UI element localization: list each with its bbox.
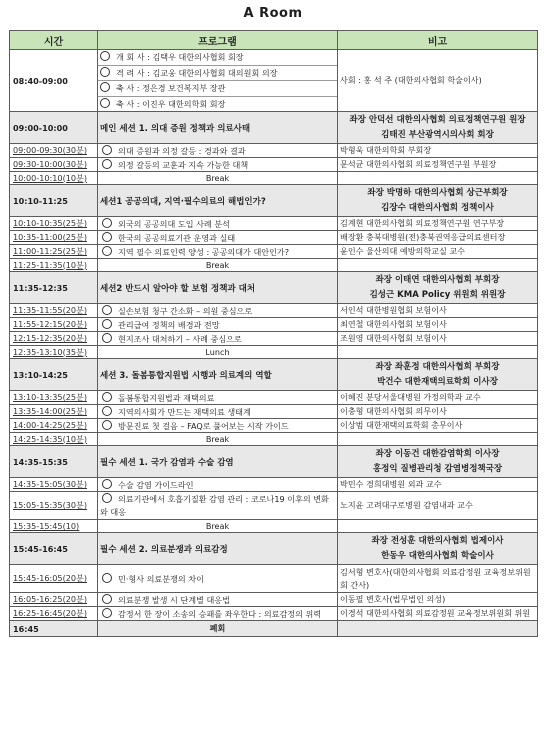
circle-bullet-icon	[100, 82, 110, 92]
session-title: 필수 세션 1. 국가 감염과 수술 감염	[98, 446, 338, 478]
break-time: 15:35-15:45(10)	[10, 520, 98, 533]
talk-time: 10:35-11:00(25분)	[10, 231, 98, 245]
talk-speaker: 박형욱 대한의학회 부회장	[338, 144, 538, 158]
session-title: 세션1 공공의대, 지역·필수의료의 해법인가?	[98, 185, 338, 217]
talk-speaker: 이혜진 분당서울대병원 가정의학과 교수	[338, 391, 538, 405]
talk-row	[10, 593, 538, 607]
talk-time: 15:45-16:05(20분)	[10, 565, 98, 593]
talk-speaker: 노지윤 고려대구로병원 감염내과 교수	[338, 492, 538, 520]
talk-time: 12:15-12:35(20분)	[10, 332, 98, 346]
circle-bullet-icon	[102, 145, 112, 155]
break-label: Break	[98, 433, 338, 446]
talk-row	[10, 332, 538, 346]
talk-speaker: 김서형 변호사(대한의사협회 의료감정원 교육정보위원회 간사)	[338, 565, 538, 593]
session-row	[10, 272, 538, 304]
break-time: 14:25-14:35(10분)	[10, 433, 98, 446]
opening-line: 축 사 : 정은경 보건복지부 장관	[98, 81, 337, 97]
talk-speaker: 조원영 대한의사협회 보험이사	[338, 332, 538, 346]
opening-line: 격 려 사 : 김교웅 대한의사협회 대의원회 의장	[98, 66, 337, 82]
page-title: A Room	[243, 6, 303, 21]
break-note	[338, 346, 538, 359]
talk-row	[10, 144, 538, 158]
session-time: 14:35-15:35	[10, 446, 98, 478]
talk-title: 의정 갈등의 교훈과 지속 가능한 대책	[98, 158, 338, 172]
opening-program	[98, 50, 338, 112]
talk-row	[10, 492, 538, 520]
talk-speaker: 배장환 충북대병원(전)충북권역응급의료센터장	[338, 231, 538, 245]
talk-row	[10, 231, 538, 245]
circle-bullet-icon	[102, 594, 112, 604]
talk-title: 의료기관에서 호흡기질환 감염 관리 : 코로나19 이후의 변화와 대응	[98, 492, 338, 520]
circle-bullet-icon	[102, 479, 112, 489]
session-chairs: 좌장 안덕선 대한의사협회 의료정책연구원 원장 김태진 부산광역시의사회 회장	[338, 112, 538, 144]
session-chairs: 좌장 박명하 대한의사협회 상근부회장 김장수 대한의사협회 정책이사	[338, 185, 538, 217]
talk-speaker: 문석균 대한의사협회 의료정책연구원 부원장	[338, 158, 538, 172]
session-row	[10, 112, 538, 144]
break-time: 10:00-10:10(10분)	[10, 172, 98, 185]
break-label: Break	[98, 172, 338, 185]
opening-time: 08:40-09:00	[10, 50, 98, 112]
talk-time: 09:00-09:30(30분)	[10, 144, 98, 158]
session-chairs: 좌장 이태연 대한의사협회 부회장 김성근 KMA Policy 위원회 위원장	[338, 272, 538, 304]
closing-time: 16:45	[10, 621, 98, 637]
closing-note	[338, 621, 538, 637]
circle-bullet-icon	[102, 159, 112, 169]
circle-bullet-icon	[102, 493, 112, 503]
circle-bullet-icon	[102, 420, 112, 430]
talk-speaker: 이경석 대한의사협회 의료감정원 교육정보위원회 위원	[338, 607, 538, 621]
break-note	[338, 172, 538, 185]
talk-title: 현지조사 대처하기 – 사례 중심으로	[98, 332, 338, 346]
header-time: 시간	[10, 31, 98, 50]
talk-speaker: 이상범 대한재택의료학회 총무이사	[338, 419, 538, 433]
break-time: 11:25-11:35(10분)	[10, 259, 98, 272]
talk-title: 의대 증원과 의정 갈등 : 경과와 결과	[98, 144, 338, 158]
session-row	[10, 533, 538, 565]
break-note	[338, 259, 538, 272]
session-chairs: 좌장 전성훈 대한의사협회 법제이사 한동우 대한의사협회 학술이사	[338, 533, 538, 565]
opening-row	[10, 50, 538, 112]
talk-time: 13:10-13:35(25분)	[10, 391, 98, 405]
talk-row	[10, 419, 538, 433]
session-time: 13:10-14:25	[10, 359, 98, 391]
talk-title: 수술 감염 가이드라인	[98, 478, 338, 492]
session-time: 09:00-10:00	[10, 112, 98, 144]
circle-bullet-icon	[102, 406, 112, 416]
talk-time: 14:00-14:25(25분)	[10, 419, 98, 433]
circle-bullet-icon	[102, 608, 112, 618]
talk-row	[10, 318, 538, 332]
session-time: 11:35-12:35	[10, 272, 98, 304]
break-note	[338, 433, 538, 446]
talk-row	[10, 405, 538, 419]
session-chairs: 좌장 이동건 대한감염학회 이사장 홍정익 질병관리청 감염병정책국장	[338, 446, 538, 478]
session-row	[10, 185, 538, 217]
header-program: 프로그램	[98, 31, 338, 50]
session-time: 10:10-11:25	[10, 185, 98, 217]
talk-speaker: 최연철 대한의사협회 보험이사	[338, 318, 538, 332]
talk-time: 11:00-11:25(25분)	[10, 245, 98, 259]
talk-time: 10:10-10:35(25분)	[10, 217, 98, 231]
circle-bullet-icon	[102, 246, 112, 256]
talk-title: 민·형사 의료분쟁의 차이	[98, 565, 338, 593]
opening-note: 사회 : 홍 석 주 (대한의사협회 학술이사)	[338, 50, 538, 112]
closing-row	[10, 621, 538, 637]
schedule-table	[9, 30, 538, 637]
break-row	[10, 259, 538, 272]
talk-title: 외국의 공공의대 도입 사례 분석	[98, 217, 338, 231]
talk-speaker: 이충형 대한의사협회 의무이사	[338, 405, 538, 419]
circle-bullet-icon	[102, 333, 112, 343]
break-note	[338, 520, 538, 533]
break-label: Break	[98, 259, 338, 272]
talk-title: 지역의사회가 만드는 재택의료 생태계	[98, 405, 338, 419]
talk-title: 감정서 한 장이 소송의 승패를 좌우한다 : 의료감정의 위력	[98, 607, 338, 621]
talk-row	[10, 478, 538, 492]
talk-title: 지역 필수 의료인력 양성 : 공공의대가 대안인가?	[98, 245, 338, 259]
break-row	[10, 346, 538, 359]
talk-speaker: 이동필 변호사(법무법인 의성)	[338, 593, 538, 607]
talk-speaker: 윤인수 울산의대 예방의학교실 교수	[338, 245, 538, 259]
circle-bullet-icon	[102, 218, 112, 228]
talk-time: 13:35-14:00(25분)	[10, 405, 98, 419]
talk-title: 한국의 공공의료기관 운영과 실태	[98, 231, 338, 245]
circle-bullet-icon	[100, 51, 110, 61]
talk-row	[10, 217, 538, 231]
talk-time: 16:05-16:25(20분)	[10, 593, 98, 607]
header-row	[10, 31, 538, 50]
talk-speaker: 김계현 대한의사협회 의료정책연구원 연구부장	[338, 217, 538, 231]
talk-title: 관리급여 정책의 배경과 전망	[98, 318, 338, 332]
circle-bullet-icon	[102, 392, 112, 402]
talk-time: 11:55-12:15(20분)	[10, 318, 98, 332]
circle-bullet-icon	[102, 232, 112, 242]
talk-time: 15:05-15:35(30분)	[10, 492, 98, 520]
circle-bullet-icon	[102, 319, 112, 329]
break-row	[10, 520, 538, 533]
break-row	[10, 172, 538, 185]
session-title: 세션 3. 돌봄통합지원법 시행과 의료계의 역할	[98, 359, 338, 391]
break-row	[10, 433, 538, 446]
talk-time: 14:35-15:05(30분)	[10, 478, 98, 492]
talk-time: 11:35-11:55(20분)	[10, 304, 98, 318]
session-title: 세션2 반드시 알아야 할 보험 정책과 대처	[98, 272, 338, 304]
talk-row	[10, 565, 538, 593]
header-note: 비고	[338, 31, 538, 50]
talk-row	[10, 391, 538, 405]
session-title: 메인 세션 1. 의대 증원 정책과 의료사태	[98, 112, 338, 144]
talk-row	[10, 304, 538, 318]
closing-label: 폐회	[98, 621, 338, 637]
break-label: Break	[98, 520, 338, 533]
talk-title: 돌봄통합지원법과 재택의료	[98, 391, 338, 405]
circle-bullet-icon	[100, 67, 110, 77]
opening-line: 개 회 사 : 김택우 대한의사협회 회장	[98, 50, 337, 66]
session-row	[10, 446, 538, 478]
talk-speaker: 서인석 대한병원협회 보험이사	[338, 304, 538, 318]
talk-time: 09:30-10:00(30분)	[10, 158, 98, 172]
opening-line: 축 사 : 이진우 대한의학회 회장	[98, 97, 337, 112]
talk-row	[10, 245, 538, 259]
talk-title: 의료분쟁 발생 시 단계별 대응법	[98, 593, 338, 607]
circle-bullet-icon	[100, 98, 110, 108]
talk-title: 실손보험 청구 간소화 – 의원 중심으로	[98, 304, 338, 318]
talk-time: 16:25-16:45(20분)	[10, 607, 98, 621]
session-title: 필수 세션 2. 의료분쟁과 의료감정	[98, 533, 338, 565]
session-chairs: 좌장 좌훈정 대한의사협회 부회장 박건수 대한재택의료학회 이사장	[338, 359, 538, 391]
talk-row	[10, 607, 538, 621]
talk-row	[10, 158, 538, 172]
circle-bullet-icon	[102, 573, 112, 583]
break-time: 12:35-13:10(35분)	[10, 346, 98, 359]
session-row	[10, 359, 538, 391]
circle-bullet-icon	[102, 305, 112, 315]
session-time: 15:45-16:45	[10, 533, 98, 565]
break-label: Lunch	[98, 346, 338, 359]
talk-speaker: 박민수 경희대병원 외과 교수	[338, 478, 538, 492]
talk-title: 방문진료 첫 걸음 – FAQ로 풀어보는 시작 가이드	[98, 419, 338, 433]
